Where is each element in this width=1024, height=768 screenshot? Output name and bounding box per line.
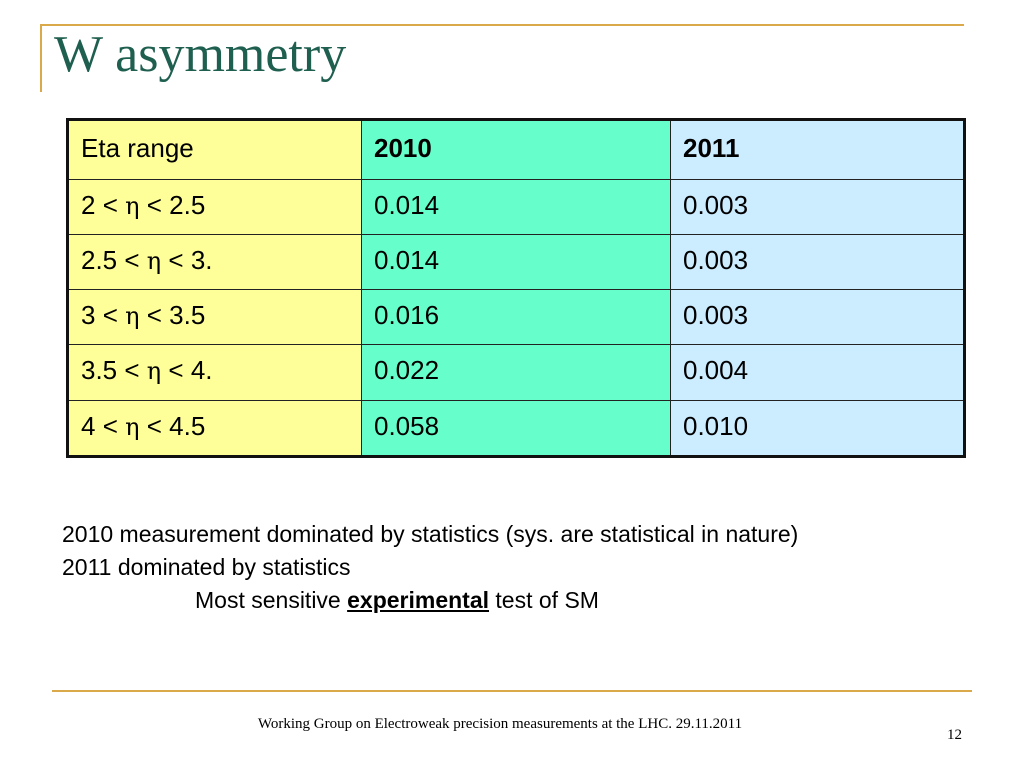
eta-hi: 4. [190, 355, 213, 386]
eta-hi: 3. [190, 245, 213, 276]
eta-lo: 2.5 [81, 245, 118, 276]
table-row [68, 400, 965, 457]
eta-hi: 2.5 [169, 190, 206, 220]
value-2010-cell: 0.014 [362, 180, 671, 235]
eta-range-cell: 3 < η < 3.5 [68, 290, 362, 345]
note-line-3-prefix: Most sensitive [195, 587, 348, 613]
eta-hi: 3.5 [169, 300, 206, 331]
value-2010-cell: 0.022 [362, 345, 671, 400]
eta-symbol: η [146, 357, 162, 386]
note-line-2: 2011 dominated by statistics [62, 554, 351, 580]
eta-lo: 2 [81, 190, 96, 220]
value-2010-cell: 0.014 [362, 235, 671, 290]
eta-range-cell: 4 < η < 4.5 [68, 400, 362, 457]
eta-hi: 4.5 [169, 410, 206, 441]
note-line-3-suffix: test of SM [489, 587, 599, 613]
eta-symbol: η [125, 412, 140, 441]
note-emphasis-experimental: experimental [347, 587, 490, 613]
eta-symbol: η [146, 247, 162, 276]
eta-lo: 3.5 [81, 355, 118, 386]
table-row [68, 290, 965, 345]
value-2011-cell: 0.010 [671, 400, 965, 457]
eta-lo: 4 [81, 410, 96, 441]
frame-left-line [40, 24, 42, 92]
table-header-row [68, 120, 965, 180]
page-number: 12 [947, 727, 962, 743]
value-2010-cell: 0.016 [362, 290, 671, 345]
header-eta-range: Eta range [68, 120, 362, 180]
note-line-3 [62, 584, 798, 617]
eta-lo: 3 [81, 300, 96, 331]
table-row [68, 180, 965, 235]
table-row [68, 345, 965, 400]
note-line-1: 2010 measurement dominated by statistics (sys. are statistical in nature) [62, 521, 799, 547]
eta-symbol: η [125, 192, 140, 220]
eta-symbol: η [125, 302, 140, 331]
value-2011-cell: 0.003 [671, 290, 965, 345]
value-2010-cell: 0.058 [362, 400, 671, 457]
header-2011: 2011 [671, 120, 965, 180]
asymmetry-table [66, 118, 966, 458]
header-2010: 2010 [362, 120, 671, 180]
eta-range-cell: 2 < η < 2.5 [68, 180, 362, 235]
value-2011-cell: 0.003 [671, 180, 965, 235]
value-2011-cell: 0.004 [671, 345, 965, 400]
footer-text: Working Group on Electroweak precision measurements at the LHC. 29.11.2011 [257, 716, 743, 732]
eta-range-cell: 2.5 < η < 3. [68, 235, 362, 290]
slide-title: W asymmetry [54, 26, 347, 83]
table-row [68, 235, 965, 290]
footer-divider [52, 690, 972, 692]
eta-range-cell: 3.5 < η < 4. [68, 345, 362, 400]
notes-block [62, 518, 798, 617]
value-2011-cell: 0.003 [671, 235, 965, 290]
